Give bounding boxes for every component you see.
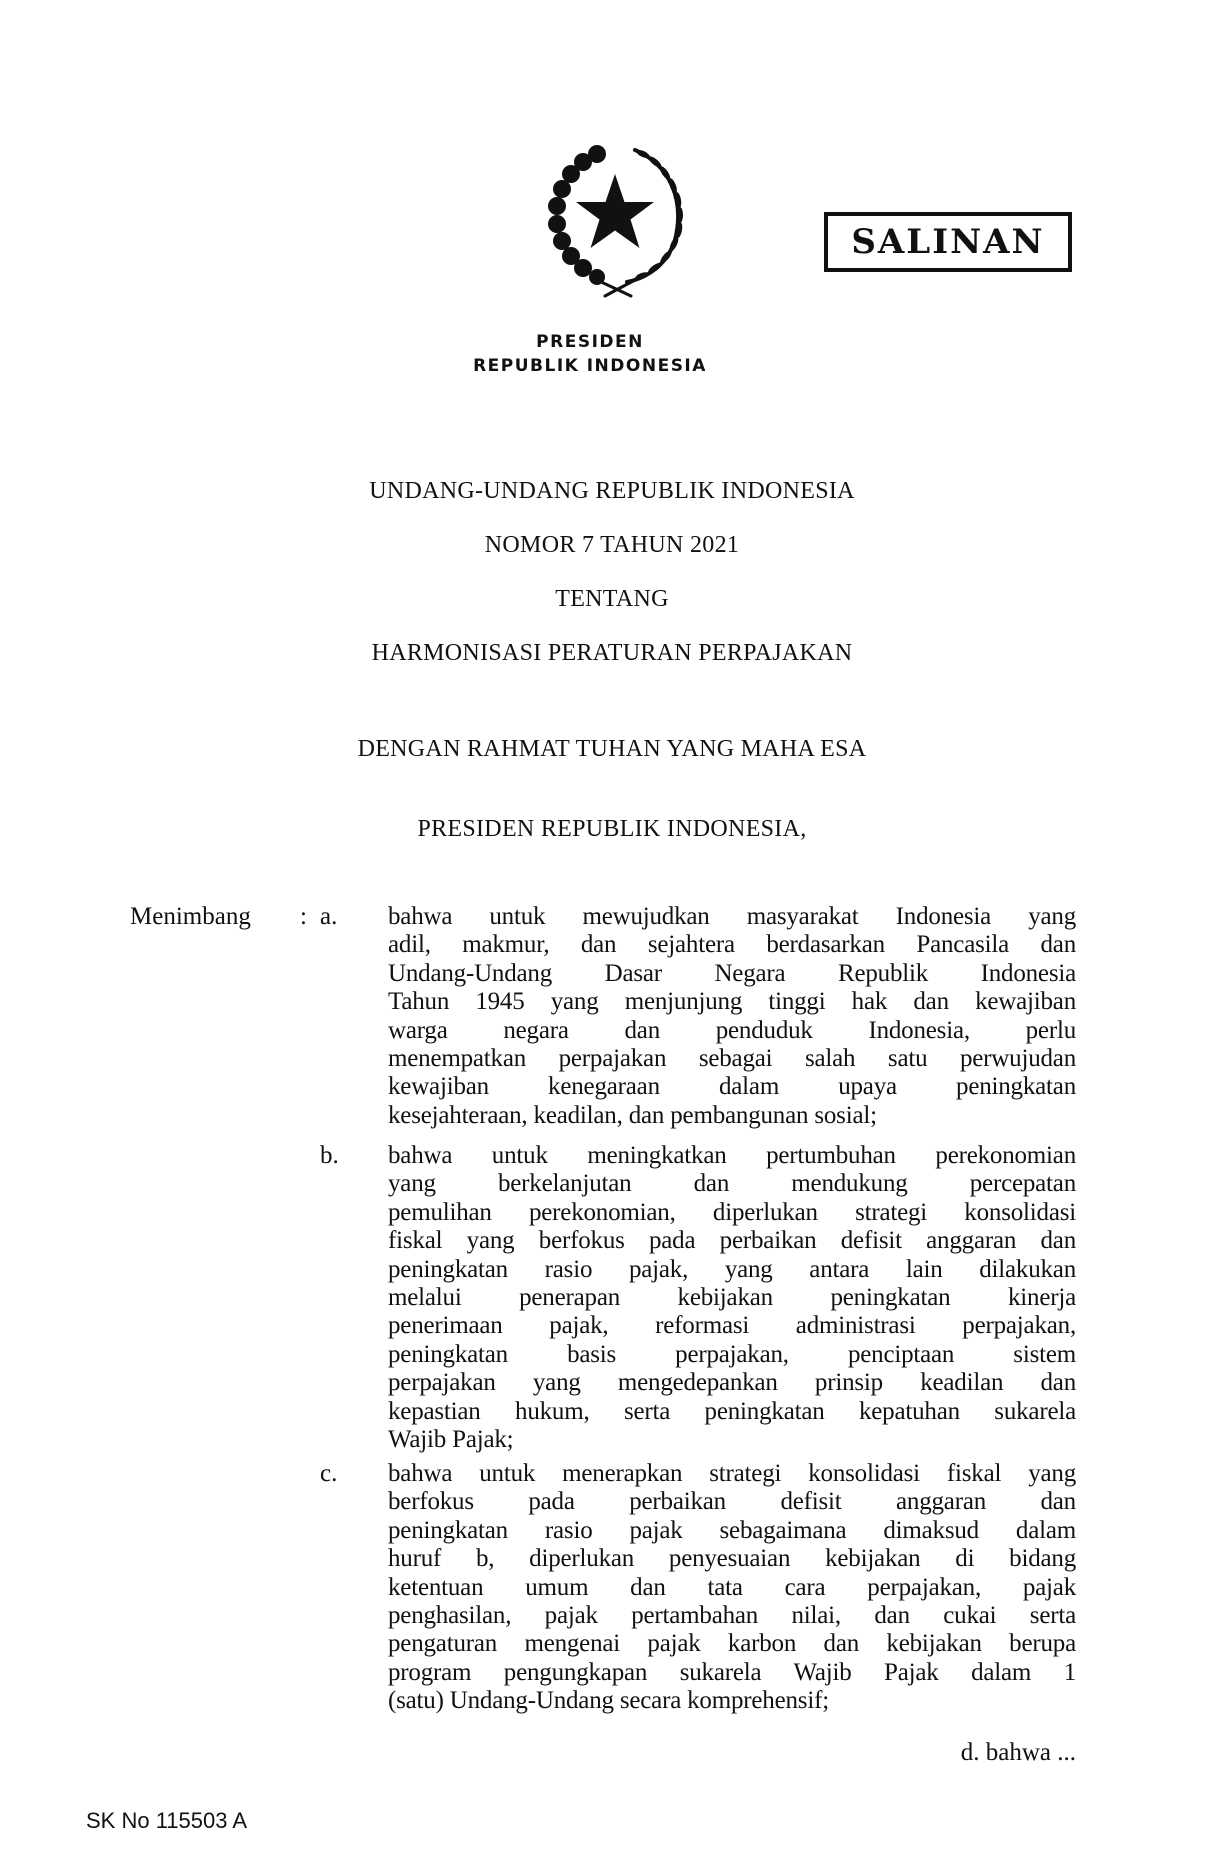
- issuer: PRESIDEN REPUBLIK INDONESIA,: [417, 816, 807, 842]
- text-line: perpajakan yang mengedepankan prinsip keadilan dan: [388, 1369, 1076, 1397]
- text-line: penghasilan, pajak pertambahan nilai, dan cukai serta: [388, 1602, 1076, 1630]
- menimbang-colon: :: [300, 903, 307, 930]
- law-number: NOMOR 7 TAHUN 2021: [484, 532, 740, 558]
- text-line: Tahun 1945 yang menjunjung tinggi hak dan kewajiban: [388, 988, 1076, 1016]
- text-line: peningkatan rasio pajak, yang antara lain dilakukan: [388, 1255, 1076, 1283]
- text-line: menempatkan perpajakan sebagai salah satu perwujudan: [388, 1045, 1076, 1073]
- item-marker-a: a.: [320, 903, 338, 930]
- consideration-item-a: [388, 903, 1076, 1130]
- text-line: penerimaan pajak, reformasi administrasi perpajakan,: [388, 1312, 1076, 1340]
- text-line: ketentuan umum dan tata cara perpajakan, pajak: [388, 1573, 1076, 1601]
- consideration-item-b: [388, 1142, 1076, 1454]
- text-line: Undang-Undang Dasar Negara Republik Indonesia: [388, 959, 1076, 987]
- text-line: pemulihan perekonomian, diperlukan strategi konsolidasi: [388, 1198, 1076, 1226]
- text-line: kepastian hukum, serta peningkatan kepatuhan sukarela: [388, 1397, 1076, 1425]
- office-subtitle: REPUBLIK INDONESIA: [473, 356, 707, 376]
- text-line: program pengungkapan sukarela Wajib Pajak dalam 1: [388, 1658, 1076, 1686]
- consideration-item-c: [388, 1460, 1076, 1716]
- salinan-stamp: SALINAN: [824, 212, 1072, 272]
- office-title: PRESIDEN: [536, 332, 644, 352]
- invocation: DENGAN RAHMAT TUHAN YANG MAHA ESA: [357, 736, 867, 762]
- text-line: yang berkelanjutan dan mendukung percepatan: [388, 1170, 1076, 1198]
- text-line: warga negara dan penduduk Indonesia, perlu: [388, 1016, 1076, 1044]
- text-line: melalui penerapan kebijakan peningkatan kinerja: [388, 1284, 1076, 1312]
- text-line: fiskal yang berfokus pada perbaikan defisit anggaran dan: [388, 1227, 1076, 1255]
- text-line: kesejahteraan, keadilan, dan pembangunan sosial;: [388, 1101, 877, 1129]
- sk-number: SK No 115503 A: [86, 1808, 248, 1833]
- text-line: huruf b, diperlukan penyesuaian kebijakan di bidang: [388, 1545, 1076, 1573]
- next-page-catchword: d. bahwa ...: [960, 1739, 1076, 1766]
- text-line: berfokus pada perbaikan defisit anggaran dan: [388, 1488, 1076, 1516]
- text-line: kewajiban kenegaraan dalam upaya peningkatan: [388, 1073, 1076, 1101]
- text-line: bahwa untuk meningkatkan pertumbuhan perekonomian: [388, 1142, 1076, 1169]
- text-line: (satu) Undang-Undang secara komprehensif;: [388, 1687, 829, 1715]
- presidential-seal-icon: [535, 140, 695, 300]
- menimbang-label: Menimbang: [130, 903, 251, 930]
- law-subject: HARMONISASI PERATURAN PERPAJAKAN: [371, 640, 853, 666]
- text-line: bahwa untuk menerapkan strategi konsolidasi fiskal yang: [388, 1460, 1076, 1487]
- text-line: Wajib Pajak;: [388, 1426, 514, 1454]
- text-line: adil, makmur, dan sejahtera berdasarkan Pancasila dan: [388, 931, 1076, 959]
- item-marker-c: c.: [320, 1460, 338, 1487]
- law-title: UNDANG-UNDANG REPUBLIK INDONESIA: [369, 478, 855, 504]
- text-line: peningkatan basis perpajakan, penciptaan sistem: [388, 1340, 1076, 1368]
- text-line: bahwa untuk mewujudkan masyarakat Indonesia yang: [388, 903, 1076, 930]
- text-line: peningkatan rasio pajak sebagaimana dimaksud dalam: [388, 1516, 1076, 1544]
- item-marker-b: b.: [320, 1142, 339, 1169]
- text-line: pengaturan mengenai pajak karbon dan kebijakan berupa: [388, 1630, 1076, 1658]
- law-about-label: TENTANG: [555, 586, 669, 612]
